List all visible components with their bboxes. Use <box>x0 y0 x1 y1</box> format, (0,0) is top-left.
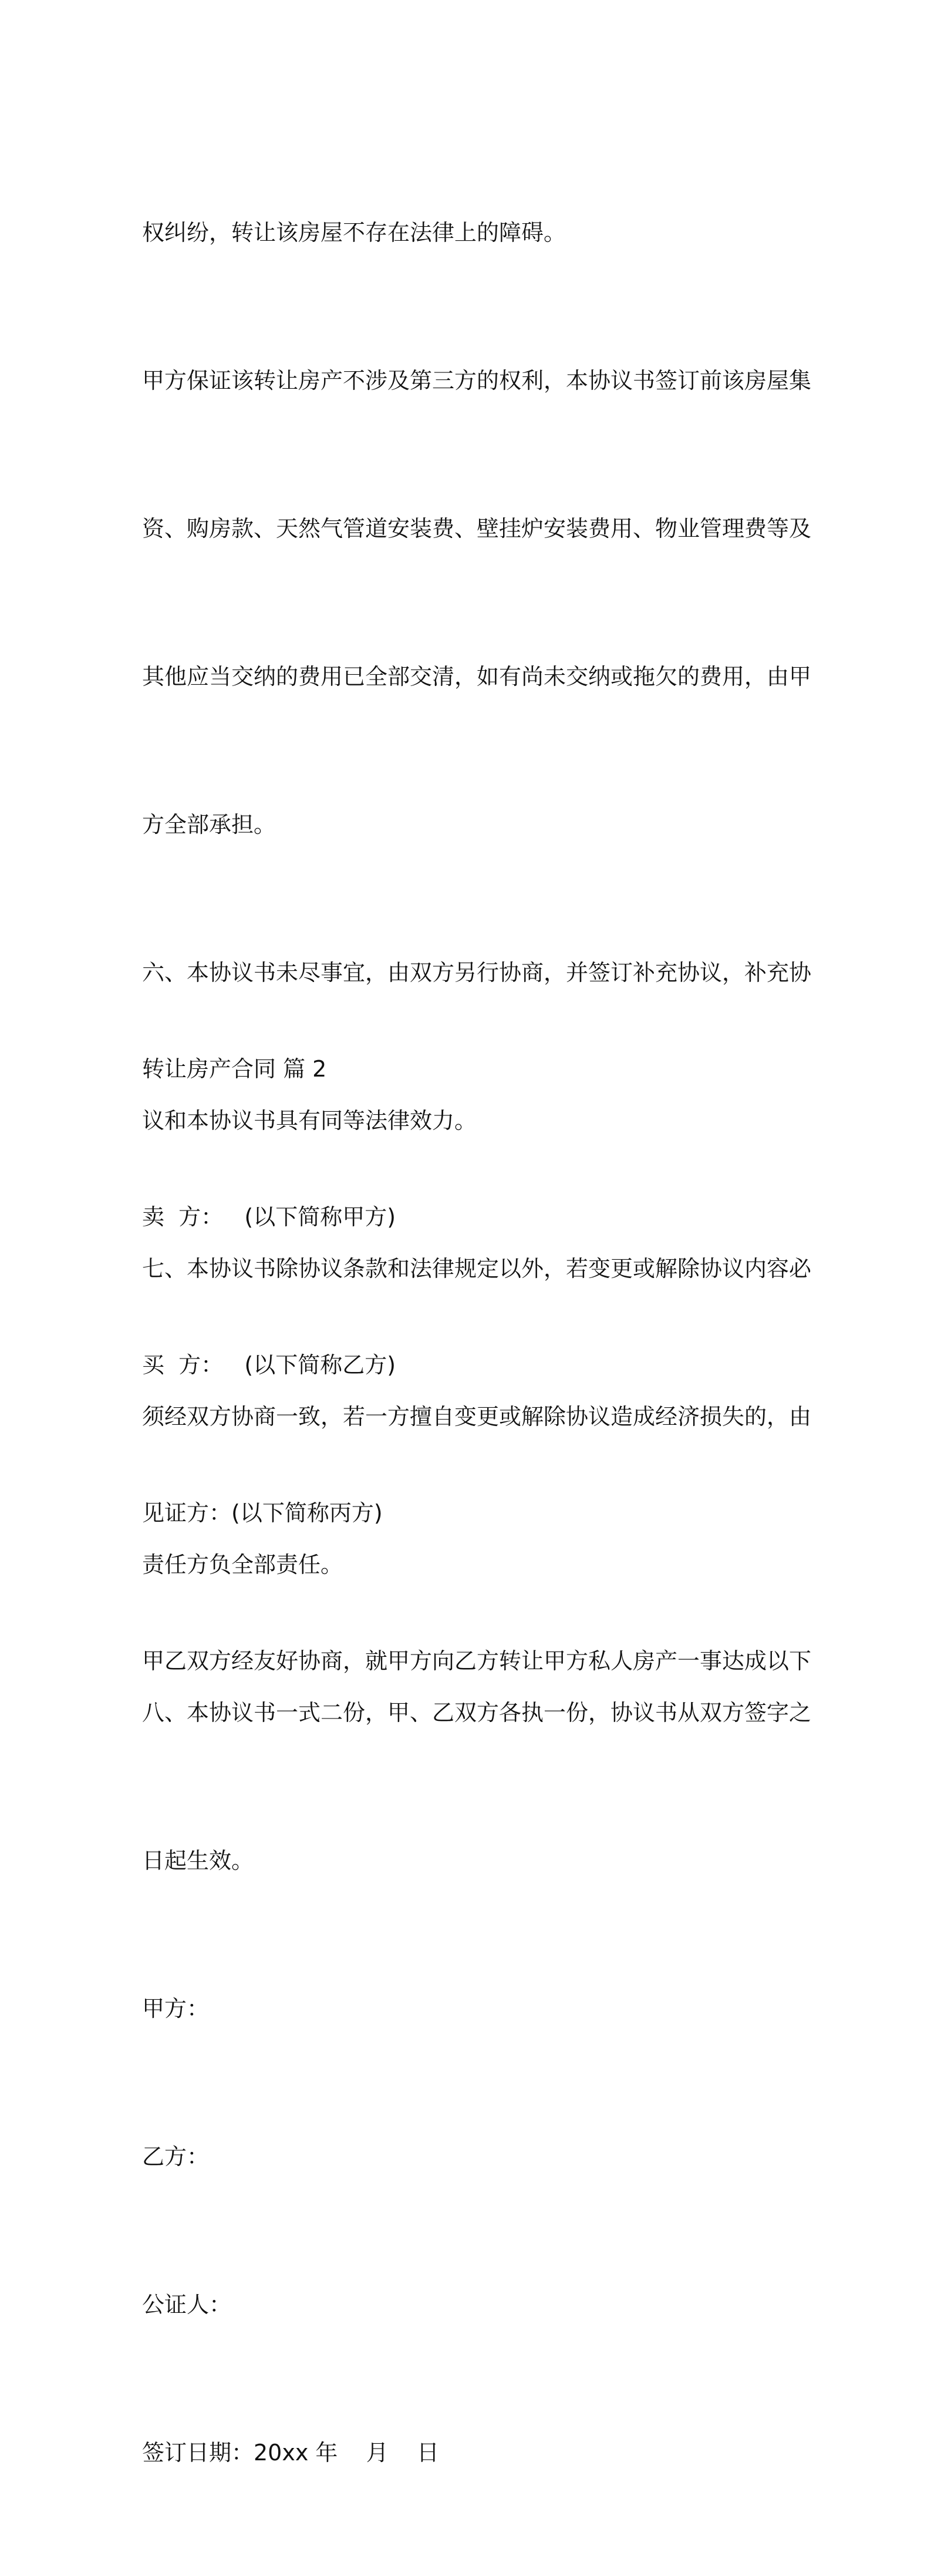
notary-label: 公证人： <box>142 2292 232 2318</box>
buyer-label: 买 方： (以下简称乙方) <box>142 1352 396 1378</box>
paragraph-line: 须经双方协商一致，若一方擅自变更或解除协议造成经济损失的，由 <box>142 1404 812 1430</box>
paragraph-line: 权纠纷，转让该房屋不存在法律上的障碍。 <box>142 220 566 246</box>
seller-label: 卖 方： (以下简称甲方) <box>142 1204 396 1230</box>
signing-date-label: 签订日期：20xx 年 月 日 <box>142 2440 440 2466</box>
paragraph-line: 方全部承担。 <box>142 812 276 838</box>
paragraph-line: 议和本协议书具有同等法律效力。 <box>142 1108 477 1134</box>
paragraph-line: 资、购房款、天然气管道安装费、壁挂炉安装费用、物业管理费等及 <box>142 516 812 542</box>
paragraph-line: 六、本协议书未尽事宜，由双方另行协商，并签订补充协议，补充协 <box>142 960 812 986</box>
section-title: 转让房产合同 篇 2 <box>142 1056 327 1082</box>
paragraph-line: 责任方负全部责任。 <box>142 1552 343 1578</box>
party-b-label: 乙方： <box>142 2144 210 2170</box>
witness-label: 见证方：(以下简称丙方) <box>142 1500 383 1526</box>
paragraph-line: 日起生效。 <box>142 1848 254 1874</box>
paragraph-line: 甲乙双方经友好协商，就甲方向乙方转让甲方私人房产一事达成以下 <box>142 1648 812 1674</box>
paragraph-line: 七、本协议书除协议条款和法律规定以外，若变更或解除协议内容必 <box>142 1256 812 1282</box>
paragraph-line: 八、本协议书一式二份，甲、乙双方各执一份，协议书从双方签字之 <box>142 1700 812 1726</box>
paragraph-line: 其他应当交纳的费用已全部交清，如有尚未交纳或拖欠的费用，由甲 <box>142 664 812 690</box>
contract-section-2 <box>142 946 812 1784</box>
paragraph-line: 甲方保证该转让房产不涉及第三方的权利，本协议书签订前该房屋集 <box>142 368 812 394</box>
party-a-label: 甲方： <box>142 1996 210 2022</box>
